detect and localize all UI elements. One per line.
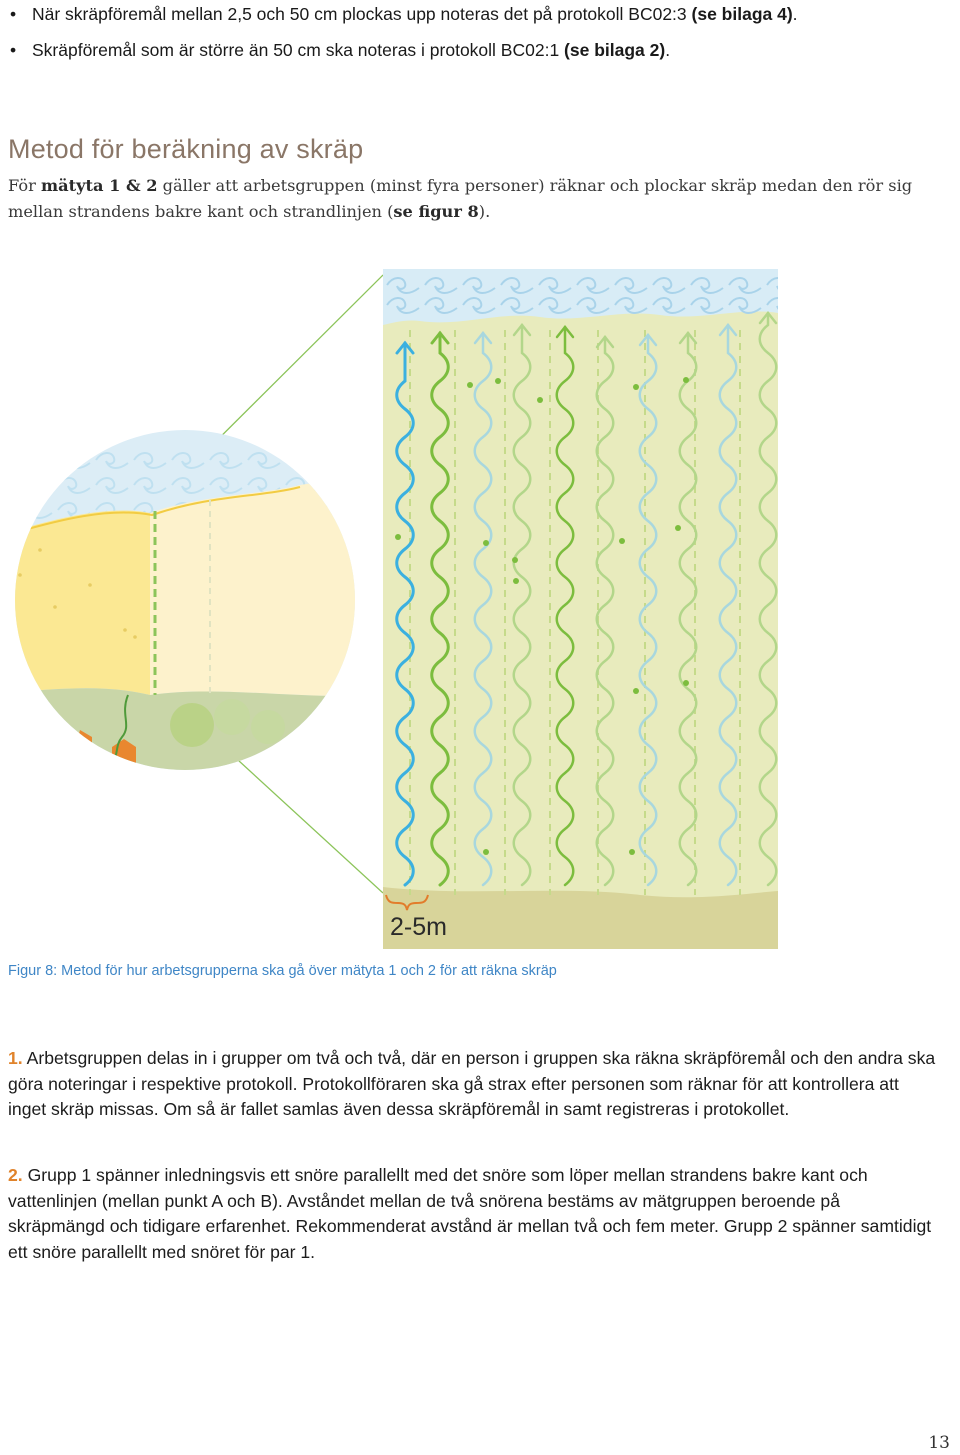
litter-dot <box>483 540 489 546</box>
litter-dot <box>619 538 625 544</box>
litter-dot <box>483 849 489 855</box>
litter-dot <box>683 680 689 686</box>
bullet-list <box>10 2 910 63</box>
bullet-text: Skräpföremål som är större än 50 cm ska noteras i protokoll BC02:1 <box>32 40 565 60</box>
zoom-sand-dot <box>123 628 127 632</box>
zoom-sand-dot <box>133 635 137 639</box>
zoom-sand-dot <box>18 573 22 577</box>
litter-dot <box>513 578 519 584</box>
figure-reference: se figur 8 <box>393 202 479 221</box>
bullet-item <box>10 2 910 27</box>
bullet-reference: (se bilaga 2) <box>564 40 666 60</box>
step-paragraph <box>8 1046 938 1123</box>
litter-dot <box>512 557 518 563</box>
zoom-sand-dot <box>38 548 42 552</box>
litter-dot <box>395 534 401 540</box>
bullet-reference: (se bilaga 4) <box>691 4 793 24</box>
bullet-item <box>10 38 910 63</box>
litter-dot <box>675 525 681 531</box>
bullet-punctuation: . <box>665 40 671 60</box>
zoom-sand-dot <box>53 605 57 609</box>
zoom-bush <box>170 703 214 747</box>
litter-dot <box>683 377 689 383</box>
figure-8-illustration <box>0 255 960 955</box>
bullet-text: När skräpföremål mellan 2,5 och 50 cm plockas upp noteras det på protokoll BC02:3 <box>32 4 692 24</box>
beach-panel <box>383 269 799 949</box>
zoom-dry-sand <box>150 482 380 696</box>
step-text: Grupp 1 spänner inledningsvis ett snöre parallellt med det snöre som löper mellan strandens bakre kant och vattenlinjen (mellan punkt A och B). Avståndet mellan de två snörena bestäms av mätgruppen beroende på skräpmängd och tidigare erfarenhet. Rekommenderat avstånd är mellan två och fem meter. Grupp 2 spänner samtidigt ett snöre parallellt med snöret för par 1. <box>8 1165 932 1262</box>
intro-text: För <box>8 176 41 195</box>
section-heading: Metod för beräkning av skräp <box>8 134 364 164</box>
step-number: 1. <box>8 1048 23 1068</box>
beach-sand <box>383 269 778 949</box>
figure-caption: Figur 8: Metod för hur arbetsgrupperna ska gå över mätyta 1 och 2 för att räkna skräp <box>8 963 557 979</box>
intro-text: gäller att arbetsgruppen (minst fyra personer) räknar och plockar skräp medan den rör sig mellan strandens bakre kant och strandlinjen ( <box>8 176 913 221</box>
step-number: 2. <box>8 1165 23 1185</box>
bullet-symbol: • <box>10 40 17 60</box>
litter-dot <box>495 378 501 384</box>
bullet-punctuation: . <box>792 4 798 24</box>
zoom-circle <box>0 415 380 795</box>
zoom-bush <box>251 710 285 744</box>
zoom-bush <box>214 699 250 735</box>
zoom-sand-dot <box>88 583 92 587</box>
litter-dot <box>629 849 635 855</box>
zoom-sand <box>0 510 150 695</box>
intro-emphasis: mätyta 1 & 2 <box>40 176 158 195</box>
litter-dot <box>467 382 473 388</box>
page-number: 13 <box>928 1433 950 1453</box>
litter-dot <box>537 397 543 403</box>
step-text: Arbetsgruppen delas in i grupper om två och två, där en person i gruppen ska räkna skräpföremål och den andra ska göra noteringar i respektive protokoll. Protokollföraren ska gå strax efter personen som räknar för att kontrollera att inget skräp missas. Om så är fallet samlas även dessa skräpföremål in samt registreras i protokollet. <box>8 1048 936 1119</box>
litter-dot <box>633 384 639 390</box>
bullet-symbol: • <box>10 4 17 24</box>
distance-label: 2-5m <box>390 913 447 941</box>
step-paragraph <box>8 1163 938 1265</box>
intro-text: ). <box>478 202 491 221</box>
litter-dot <box>633 688 639 694</box>
intro-paragraph <box>8 173 928 225</box>
